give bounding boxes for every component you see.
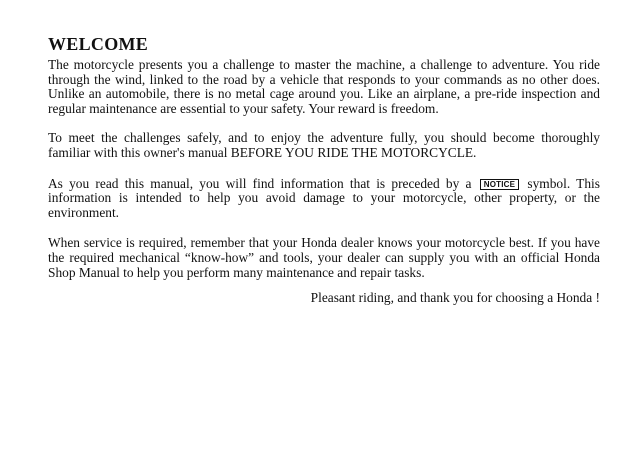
signoff-line: Pleasant riding, and thank you for choosing a Honda !: [310, 290, 600, 306]
notice-paragraph-tail: symbol. This information is intended to help you avoid damage to your motorcycle, other property, or the environment.: [48, 175, 600, 220]
manual-page: [48, 34, 600, 305]
intro-paragraph: The motorcycle presents you a challenge to master the machine, a challenge to adventure. You ride through the wind, linked to the road by a vehicle that responds to your commands as no other does. Unlike an automobile, there is no metal cage around you. Like an airplane, a pre-ride inspection and regular maintenance are essential to your safety. Your reward is freedom.: [48, 57, 600, 116]
page-title: WELCOME: [48, 34, 149, 54]
notice-paragraph-lead: As you read this manual, you will find information that is preceded by a: [48, 175, 472, 191]
familiarity-paragraph: To meet the challenges safely, and to enjoy the adventure fully, you should become thoroughly familiar with this owner's manual BEFORE YOU RIDE THE MOTORCYCLE.: [48, 130, 600, 160]
notice-symbol: NOTICE: [480, 179, 519, 190]
service-paragraph: When service is required, remember that your Honda dealer knows your motorcycle best. If you have the required mechanical “know-how” and tools, your dealer can supply you with an official Honda Shop Manual to help you perform many maintenance and repair tasks.: [48, 235, 600, 280]
notice-paragraph: [48, 177, 600, 221]
